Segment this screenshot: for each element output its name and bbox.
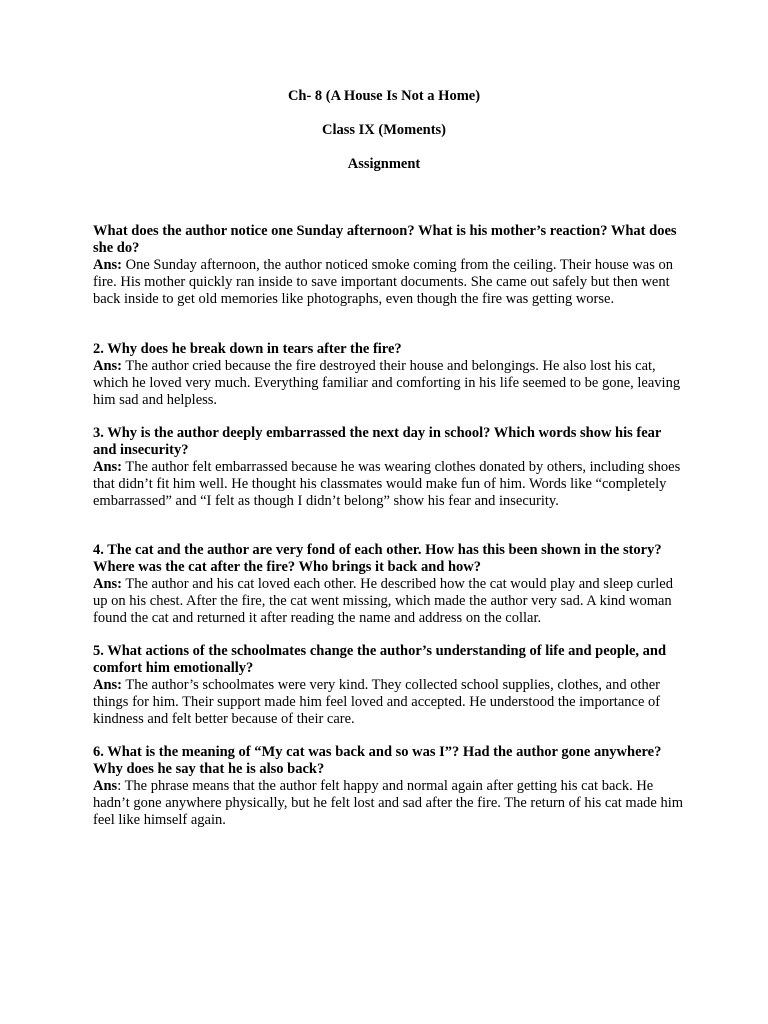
answer-text bbox=[93, 576, 683, 627]
qa-block bbox=[93, 341, 683, 409]
answer-text bbox=[93, 257, 683, 308]
answer-body: The author felt embarrassed because he was wearing clothes donated by others, including shoes that didn’t fit him well. He thought his classmates would make fun of him. Words like “completely embarrassed” and “I felt as though I didn’t belong” show his fear and insecurity. bbox=[93, 459, 681, 509]
answer-body: The author and his cat loved each other. He described how the cat would play and sleep curled up on his chest. After the fire, the cat went missing, which made the author very sad. A kind woman found the cat and returned it after reading the name and address on the collar. bbox=[93, 576, 673, 626]
answer-text bbox=[93, 677, 683, 728]
question-text: 2. Why does he break down in tears after the fire? bbox=[93, 341, 402, 357]
assignment-heading: Assignment bbox=[347, 156, 421, 172]
question-text: 4. The cat and the author are very fond of each other. How has this been shown in the story? Where was the cat after the fire? Who brings it back and how? bbox=[93, 542, 662, 575]
answer-text bbox=[93, 358, 683, 409]
qa-block bbox=[93, 744, 683, 829]
answer-label: Ans bbox=[93, 778, 118, 794]
qa-block bbox=[93, 542, 683, 627]
chapter-title: Ch- 8 (A House Is Not a Home) bbox=[287, 88, 481, 104]
question-text: What does the author notice one Sunday afternoon? What is his mother’s reaction? What does she do? bbox=[93, 223, 677, 256]
qa-block bbox=[93, 425, 683, 510]
qa-block bbox=[93, 223, 683, 308]
answer-body: The author’s schoolmates were very kind. They collected school supplies, clothes, and other things for him. Their support made him feel loved and accepted. He understood the importance of kindness and felt better because of their care. bbox=[93, 677, 661, 727]
answer-body: One Sunday afternoon, the author noticed smoke coming from the ceiling. Their house was on fire. His mother quickly ran inside to save important documents. She came out safely but then went back inside to get old memories like photographs, even though the fire was getting worse. bbox=[93, 257, 674, 307]
question-text: 5. What actions of the schoolmates change the author’s understanding of life and people, and comfort him emotionally? bbox=[93, 643, 667, 676]
answer-label: Ans: bbox=[93, 677, 123, 693]
question-text: 6. What is the meaning of “My cat was back and so was I”? Had the author gone anywhere? Why does he say that he is also back? bbox=[93, 744, 662, 777]
answer-label: Ans: bbox=[93, 358, 123, 374]
answer-body: The author cried because the fire destroyed their house and belongings. He also lost his cat, which he loved very much. Everything familiar and comforting in his life seemed to be gone, leaving him sad and helpless. bbox=[93, 358, 681, 408]
answer-label: Ans: bbox=[93, 257, 123, 273]
answer-label: Ans: bbox=[93, 459, 123, 475]
answer-body: : The phrase means that the author felt happy and normal again after getting his cat back. He hadn’t gone anywhere physically, but he felt lost and sad after the fire. The return of his cat made him feel like himself again. bbox=[93, 778, 684, 828]
question-text: 3. Why is the author deeply embarrassed the next day in school? Which words show his fear and insecurity? bbox=[93, 425, 662, 458]
answer-text bbox=[93, 459, 683, 510]
class-subtitle: Class IX (Moments) bbox=[321, 122, 447, 138]
answer-text bbox=[93, 778, 683, 829]
answer-label: Ans: bbox=[93, 576, 123, 592]
qa-block bbox=[93, 643, 683, 728]
